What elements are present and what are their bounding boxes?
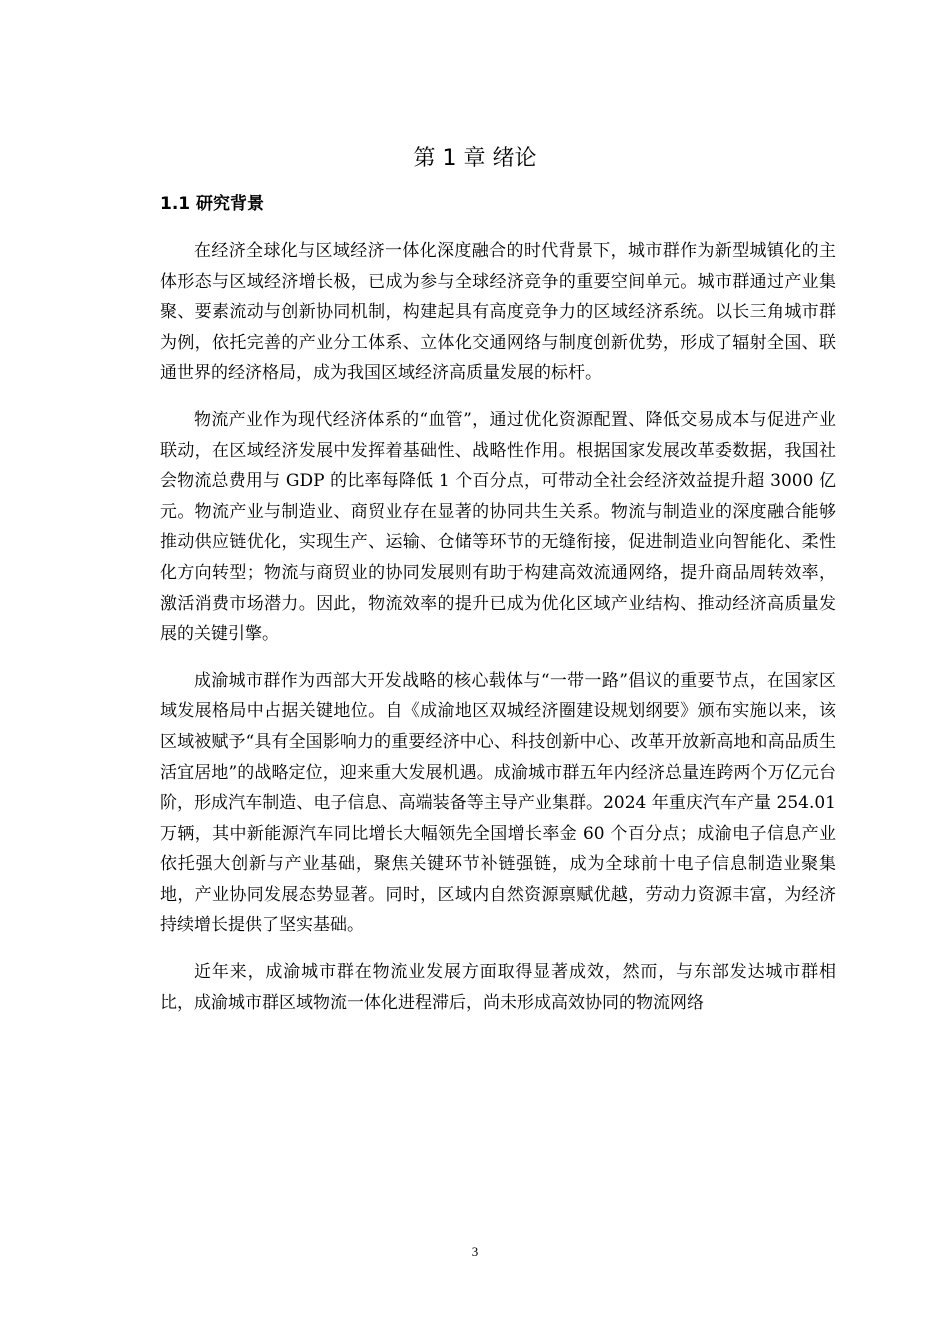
section-title: 1.1 研究背景: [160, 194, 265, 214]
paragraph: 在经济全球化与区域经济一体化深度融合的时代背景下，城市群作为新型城镇化的主体形态与区域经济增长极，已成为参与全球经济竞争的重要空间单元。城市群通过产业集聚、要素流动与创新协同机制，构建起具有高度竞争力的区域经济系统。以长三角城市群为例，依托完善的产业分工体系、立体化交通网络与制度创新优势，形成了辐射全国、联通世界的经济格局，成为我国区域经济高质量发展的标杆。: [160, 241, 836, 384]
paragraph: 近年来，成渝城市群在物流业发展方面取得显著成效，然而，与东部发达城市群相比，成渝城市群区域物流一体化进程滞后，尚未形成高效协同的物流网络: [160, 962, 836, 1013]
body-text: [160, 236, 836, 1034]
paragraph: 物流产业作为现代经济体系的“血管”，通过优化资源配置、降低交易成本与促进产业联动，在区域经济发展中发挥着基础性、战略性作用。根据国家发展改革委数据，我国社会物流总费用与 GDP 的比率每降低 1 个百分点，可带动全社会经济效益提升超 3000 亿元。物流产业与制造业、商贸业存在显著的协同共生关系。物流与制造业的深度融合能够推动供应链优化，实现生产、运输、仓储等环节的无缝衔接，促进制造业向智能化、柔性化方向转型；物流与商贸业的协同发展则有助于构建高效流通网络，提升商品周转效率，激活消费市场潜力。因此，物流效率的提升已成为优化区域产业结构、推动经济高质量发展的关键引擎。: [160, 409, 836, 645]
chapter-title: 第 1 章 绪论: [413, 146, 537, 171]
paragraph: 成渝城市群作为西部大开发战略的核心载体与“一带一路”倡议的重要节点，在国家区域发展格局中占据关键地位。自《成渝地区双城经济圈建设规划纲要》颁布实施以来，该区域被赋予“具有全国影响力的重要经济中心、科技创新中心、改革开放新高地和高品质生活宜居地”的战略定位，迎来重大发展机遇。成渝城市群五年内经济总量连跨两个万亿元台阶，形成汽车制造、电子信息、高端装备等主导产业集群。2024 年重庆汽车产量 254.01 万辆，其中新能源汽车同比增长大幅领先全国增长率金 60 个百分点；成渝电子信息产业依托强大创新与产业基础，聚焦关键环节补链强链，成为全球前十电子信息制造业聚集地，产业协同发展态势显著。同时，区域内自然资源禀赋优越，劳动力资源丰富，为经济持续增长提供了坚实基础。: [160, 670, 836, 936]
page-number: 3: [471, 1244, 479, 1259]
